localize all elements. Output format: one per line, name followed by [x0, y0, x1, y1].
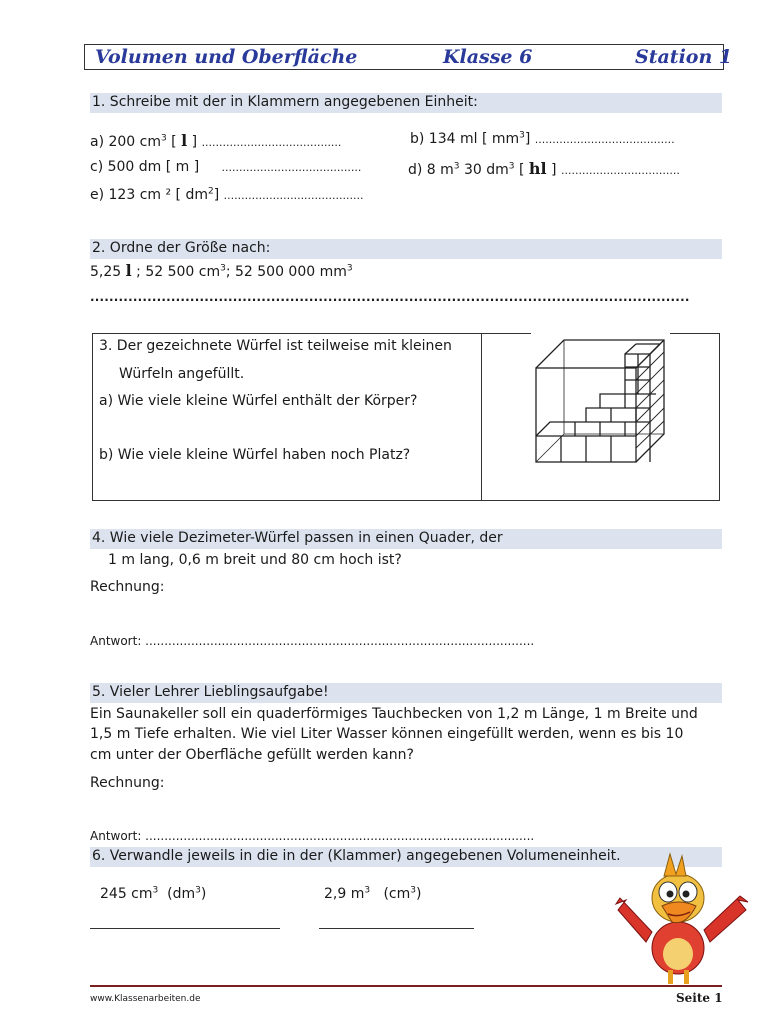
task6-answer-line-1: [90, 928, 280, 929]
task5-rechnung-label: Rechnung:: [90, 775, 165, 791]
bird-mascot-image: [612, 852, 754, 986]
task1-e: e) 123 cm ² [ $dm^2$] ........................................: [90, 186, 364, 203]
footer-divider: [90, 985, 722, 987]
task4-rechnung-label: Rechnung:: [90, 579, 165, 595]
task1-d: d) 8 $m^3$ 30 $dm^3$ [ hl ] ..................................: [408, 159, 680, 178]
task2-heading: 2. Ordne der Größe nach:: [92, 240, 271, 256]
task6-heading: 6. Verwandle jeweils in die in der (Klammer) angegebenen Volumeneinheit.: [92, 848, 621, 864]
worksheet-title: Volumen und Oberfläche: [95, 46, 358, 68]
task1-c: c) 500 dm [ m ] ........................................: [90, 159, 362, 175]
task3-line2: Würfeln angefüllt.: [119, 366, 245, 382]
task3-line1: 3. Der gezeichnete Würfel ist teilweise mit kleinen: [99, 338, 452, 354]
task5-line2: 1,5 m Tiefe erhalten. Wie viel Liter Wasser können eingefüllt werden, wenn es bis 10: [90, 726, 684, 742]
task5-line1: Ein Saunakeller soll ein quaderförmiges Tauchbecken von 1,2 m Länge, 1 m Breite und: [90, 706, 698, 722]
task2-answer-dots: ..............................................................................................................................: [90, 290, 690, 304]
task5-heading: 5. Vieler Lehrer Lieblingsaufgabe!: [92, 684, 329, 700]
task4-heading: 4. Wie viele Dezimeter-Würfel passen in einen Quader, der: [92, 530, 503, 546]
task4-line2: 1 m lang, 0,6 m breit und 80 cm hoch ist?: [108, 552, 402, 568]
cube-drawing: [532, 336, 672, 464]
station-label: Station 1: [635, 46, 733, 68]
task4-heading-band: [90, 529, 722, 549]
task1-a: a) 200 $cm^3$ [ l ] ........................................: [90, 131, 342, 150]
task1-heading-band: [90, 93, 722, 113]
task6-item2: 2,9 $m^3$ $(cm^3)$: [324, 885, 422, 902]
task6-item1: 245 $cm^3$ $(dm^3)$: [100, 885, 207, 902]
task4-antwort: Antwort: ......................................................................................................: [90, 634, 535, 648]
task1-heading: 1. Schreibe mit der in Klammern angegebenen Einheit:: [92, 94, 478, 110]
task3-question-a: a) Wie viele kleine Würfel enthält der Körper?: [99, 393, 418, 409]
worksheet-header: [84, 44, 733, 70]
grade-label: Klasse 6: [443, 46, 533, 68]
task3-question-b: b) Wie viele kleine Würfel haben noch Platz?: [99, 447, 411, 463]
small-cubes-layer2: [586, 408, 650, 422]
task6-answer-line-2: [319, 928, 474, 929]
task2-heading-band: [90, 239, 722, 259]
task2-values: 5,25 l ; 52 500 $cm^3$; 52 500 000 $mm^3$: [90, 261, 353, 280]
task3-box: [92, 333, 720, 501]
footer-page-number: Seite 1: [676, 991, 723, 1005]
task5-line3: cm unter der Oberfläche gefüllt werden kann?: [90, 747, 414, 763]
task5-antwort: Antwort: ......................................................................................................: [90, 829, 535, 843]
task5-heading-band: [90, 683, 722, 703]
task1-b: b) 134 ml [ $mm^3$] ........................................: [410, 130, 675, 147]
task3-text-cell: [92, 333, 482, 501]
footer-site: www.Klassenarbeiten.de: [90, 994, 201, 1004]
